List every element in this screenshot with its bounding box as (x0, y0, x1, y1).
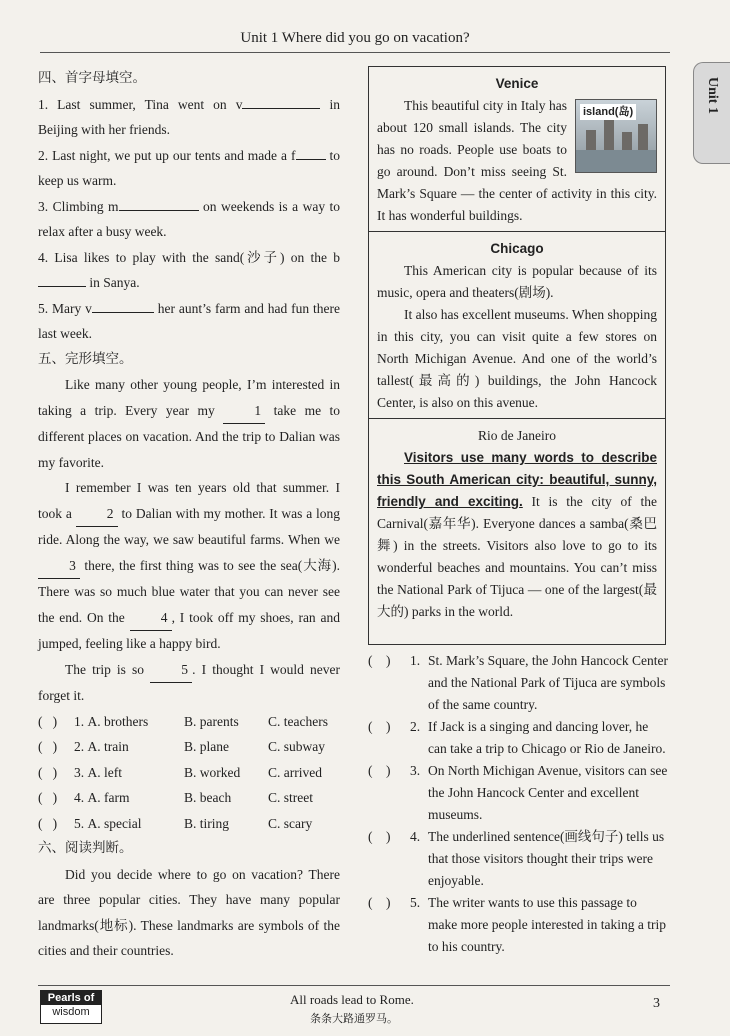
answer-bracket[interactable]: ( ) (38, 815, 58, 831)
cloze-blank-1[interactable]: 1 (223, 398, 265, 425)
footer-divider (38, 985, 670, 986)
fill-item-3: 3. Climbing m on weekends is a way to relax after a busy week. (38, 198, 341, 239)
chicago-paragraph-2: It also has excellent museums. When shopping in this city, you can visit quite a few stores on North Michigan Avenue. And one of the world’s tallest(最高的) buildings, the John Hancock Center, is also on this avenue. (377, 307, 657, 410)
cloze-blank-4[interactable]: 4 (130, 605, 172, 632)
blank-input[interactable] (119, 210, 199, 211)
answer-bracket[interactable]: ( ) (368, 653, 391, 668)
cloze-blank-2[interactable]: 2 (76, 501, 118, 528)
reading-intro: Did you decide where to go on vacation? There are three popular cities. They have many popular landmarks(地标). These landmarks are symbols of the cities and their countries. (38, 866, 340, 958)
answer-bracket[interactable]: ( ) (368, 719, 391, 734)
blank-input[interactable] (38, 286, 86, 287)
blank-input[interactable] (296, 159, 326, 160)
fill-item-1: 1. Last summer, Tina went on v in Beijing with her friends. (38, 96, 341, 137)
option-row-5: ( ) 5. A. special B. tiring C. scary (38, 811, 340, 837)
judgment-item-4: ( ) 4. The underlined sentence(画线句子) tells us that those visitors thought their trips were enjoyable. (368, 826, 668, 892)
fill-item-4: 4. Lisa likes to play with the sand(沙子) on the b in Sanya. (38, 249, 340, 290)
judgment-item-3: ( ) 3. On North Michigan Avenue, visitors can see the John Hancock Center and excellent museums. (368, 760, 668, 826)
underlined-sentence: Visitors use many words to describe this South American city: beautiful, sunny, friendly and exciting. (377, 450, 657, 509)
side-tab-label: Unit 1 (705, 77, 720, 114)
judgment-item-1: ( ) 1. St. Mark’s Square, the John Hancock Center and the National Park of Tijuca are symbols of the same country. (368, 650, 668, 716)
section-6-title: 六、阅读判断。 (38, 840, 133, 856)
judgment-questions (368, 650, 668, 958)
cloze-paragraph-1: Like many other young people, I’m interested in taking a trip. Every year my 1 take me to different places on vacation. And the trip to Dalian was my favorite. (38, 377, 340, 470)
answer-bracket[interactable]: ( ) (368, 763, 391, 778)
pearls-of-wisdom-badge: Pearls of wisdom (40, 990, 102, 1024)
venice-section (369, 67, 665, 232)
option-row-2: ( ) 2. A. train B. plane C. subway (38, 734, 340, 760)
answer-bracket[interactable]: ( ) (38, 713, 58, 729)
footer-quote-english: All roads lead to Rome. (290, 992, 414, 1007)
answer-bracket[interactable]: ( ) (38, 764, 58, 780)
cloze-options (38, 709, 340, 837)
chicago-title: Chicago (490, 241, 544, 256)
cloze-blank-3[interactable]: 3 (38, 553, 80, 580)
page-header: Unit 1 Where did you go on vacation? (40, 30, 670, 53)
reading-passage-box (368, 66, 666, 645)
judgment-item-2: ( ) 2. If Jack is a singing and dancing lover, he can take a trip to Chicago or Rio de Janeiro. (368, 716, 668, 760)
venice-title: Venice (495, 76, 539, 91)
answer-bracket[interactable]: ( ) (368, 829, 391, 844)
section-4-title: 四、首字母填空。 (38, 70, 146, 86)
fill-item-2: 2. Last night, we put up our tents and made a f to keep us warm. (38, 147, 340, 188)
venice-island-image (575, 99, 657, 173)
page-number: 3 (653, 996, 660, 1011)
judgment-item-5: ( ) 5. The writer wants to use this passage to make more people interested in taking a trip to his country. (368, 892, 668, 958)
option-row-3: ( ) 3. A. left B. worked C. arrived (38, 760, 340, 786)
fill-item-5: 5. Mary v her aunt’s farm and had fun there last week. (38, 300, 341, 341)
cloze-paragraph-2: I remember I was ten years old that summer. I took a 2 to Dalian with my mother. It was a long ride. Along the way, we saw beautiful farms. When we 3 there, the first thing was to see the sea(大海). There was so much blue water that you can never see the end. On the 4 , I took off my shoes, ran and jumped, feeling like a happy bird. (38, 480, 341, 651)
chicago-section (369, 232, 665, 419)
rio-text: Visitors use many words to describe this South American city: beautiful, sunny, friendly and exciting. It is the city of the Carnival(嘉年华). Everyone dances a samba(桑巴舞) in the streets. Visitors also love to go to its wonderful beaches and mountains. You can’t miss the National Park of Tijuca — one of the largest(最大的) parks in the world. (377, 450, 657, 619)
image-label: island(岛) (580, 104, 636, 120)
answer-bracket[interactable]: ( ) (368, 895, 391, 910)
answer-bracket[interactable]: ( ) (38, 790, 58, 805)
rio-section (369, 419, 665, 627)
unit-side-tab (693, 62, 730, 164)
option-row-4: ( ) 4. A. farm B. beach C. street (38, 785, 340, 811)
footer-quote-chinese: 条条大路通罗马。 (310, 1012, 398, 1025)
venice-text: This beautiful city in Italy has about 120 small islands. The city has no roads. People use boats to go around. Don’t miss seeing St. Mark’s Square — the center of activity in this city. It has wonderful buildings. (377, 98, 657, 223)
left-column (38, 66, 340, 964)
chicago-paragraph-1: This American city is popular because of its music, opera and theaters(剧场). (377, 263, 657, 300)
blank-input[interactable] (92, 312, 154, 313)
answer-bracket[interactable]: ( ) (38, 739, 58, 754)
blank-input[interactable] (242, 108, 320, 109)
cloze-paragraph-3: The trip is so 5 . I thought I would never forget it. (38, 657, 340, 709)
cloze-blank-5[interactable]: 5 (150, 657, 192, 684)
rio-title: Rio de Janeiro (478, 428, 556, 443)
section-5-title: 五、完形填空。 (38, 350, 133, 367)
option-row-1: ( ) 1. A. brothers B. parents C. teachers (38, 709, 340, 735)
